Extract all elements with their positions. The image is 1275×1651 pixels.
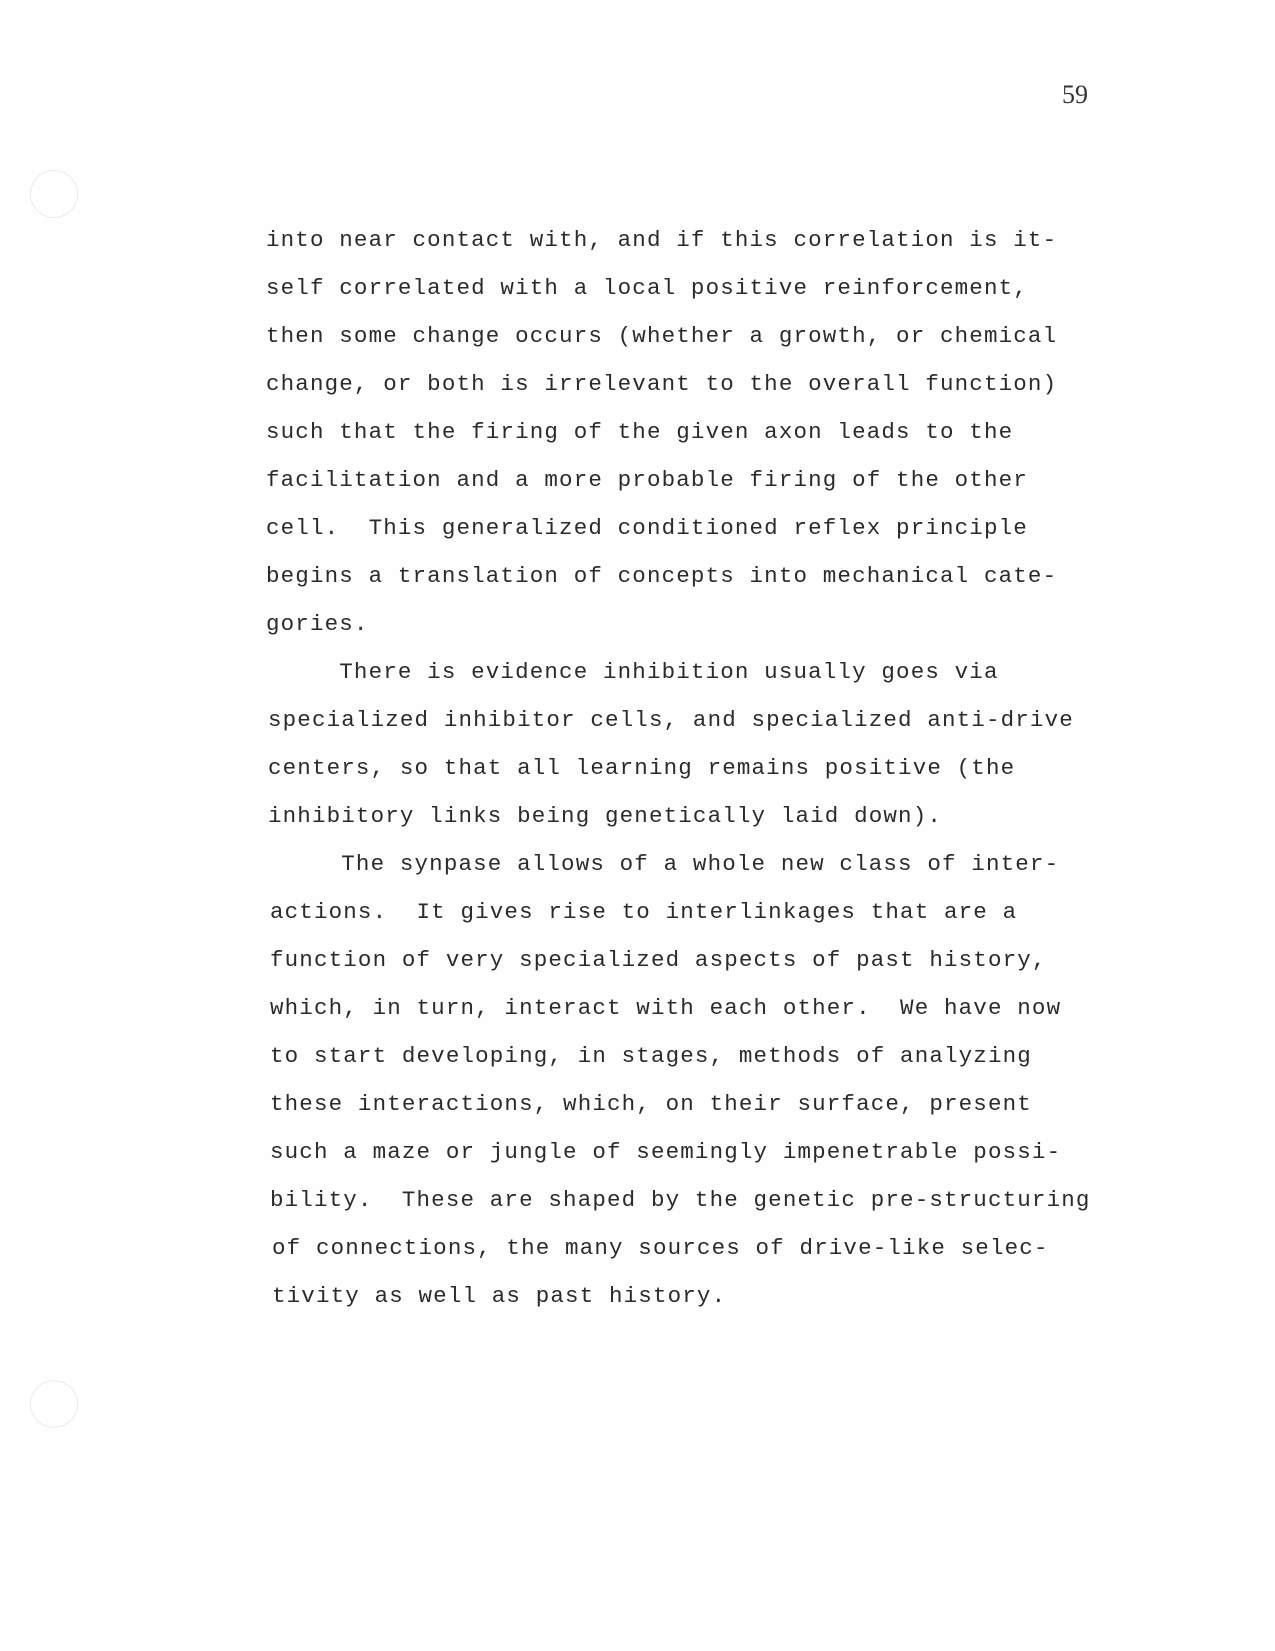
text-line: which, in turn, interact with each other. We have now [270,995,1062,1021]
text-line: self correlated with a local positive reinforcement, [266,275,1028,301]
text-line: actions. It gives rise to interlinkages that are a [270,899,1018,925]
text-line: tivity as well as past history. [272,1283,727,1309]
text-line: of connections, the many sources of drive-like selec- [272,1235,1049,1261]
text-line: inhibitory links being genetically laid down). [268,803,943,829]
page-number: 59 [1062,80,1088,109]
text-line: then some change occurs (whether a growth, or chemical [266,323,1058,349]
text-line: facilitation and a more probable firing of the other [266,467,1028,493]
text-line: There is evidence inhibition usually goes via [266,659,999,685]
text-line: cell. This generalized conditioned reflex principle [266,515,1028,541]
text-line: The synpase allows of a whole new class of inter- [268,851,1060,877]
text-line: such that the firing of the given axon leads to the [266,419,1014,445]
text-line: gories. [266,611,369,637]
text-line: bility. These are shaped by the genetic pre-structuring [270,1187,1091,1213]
text-line: into near contact with, and if this correlation is it- [266,227,1058,253]
text-line: centers, so that all learning remains positive (the [268,755,1016,781]
text-line: to start developing, in stages, methods of analyzing [270,1043,1032,1069]
text-line: such a maze or jungle of seemingly impenetrable possi- [270,1139,1062,1165]
text-line: function of very specialized aspects of past history, [270,947,1047,973]
text-line: change, or both is irrelevant to the overall function) [266,371,1058,397]
punch-hole-bottom [30,1380,78,1428]
text-line: specialized inhibitor cells, and specialized anti-drive [268,707,1074,733]
text-line: begins a translation of concepts into mechanical cate- [266,563,1058,589]
text-line: these interactions, which, on their surface, present [270,1091,1032,1117]
punch-hole-top [30,170,78,218]
